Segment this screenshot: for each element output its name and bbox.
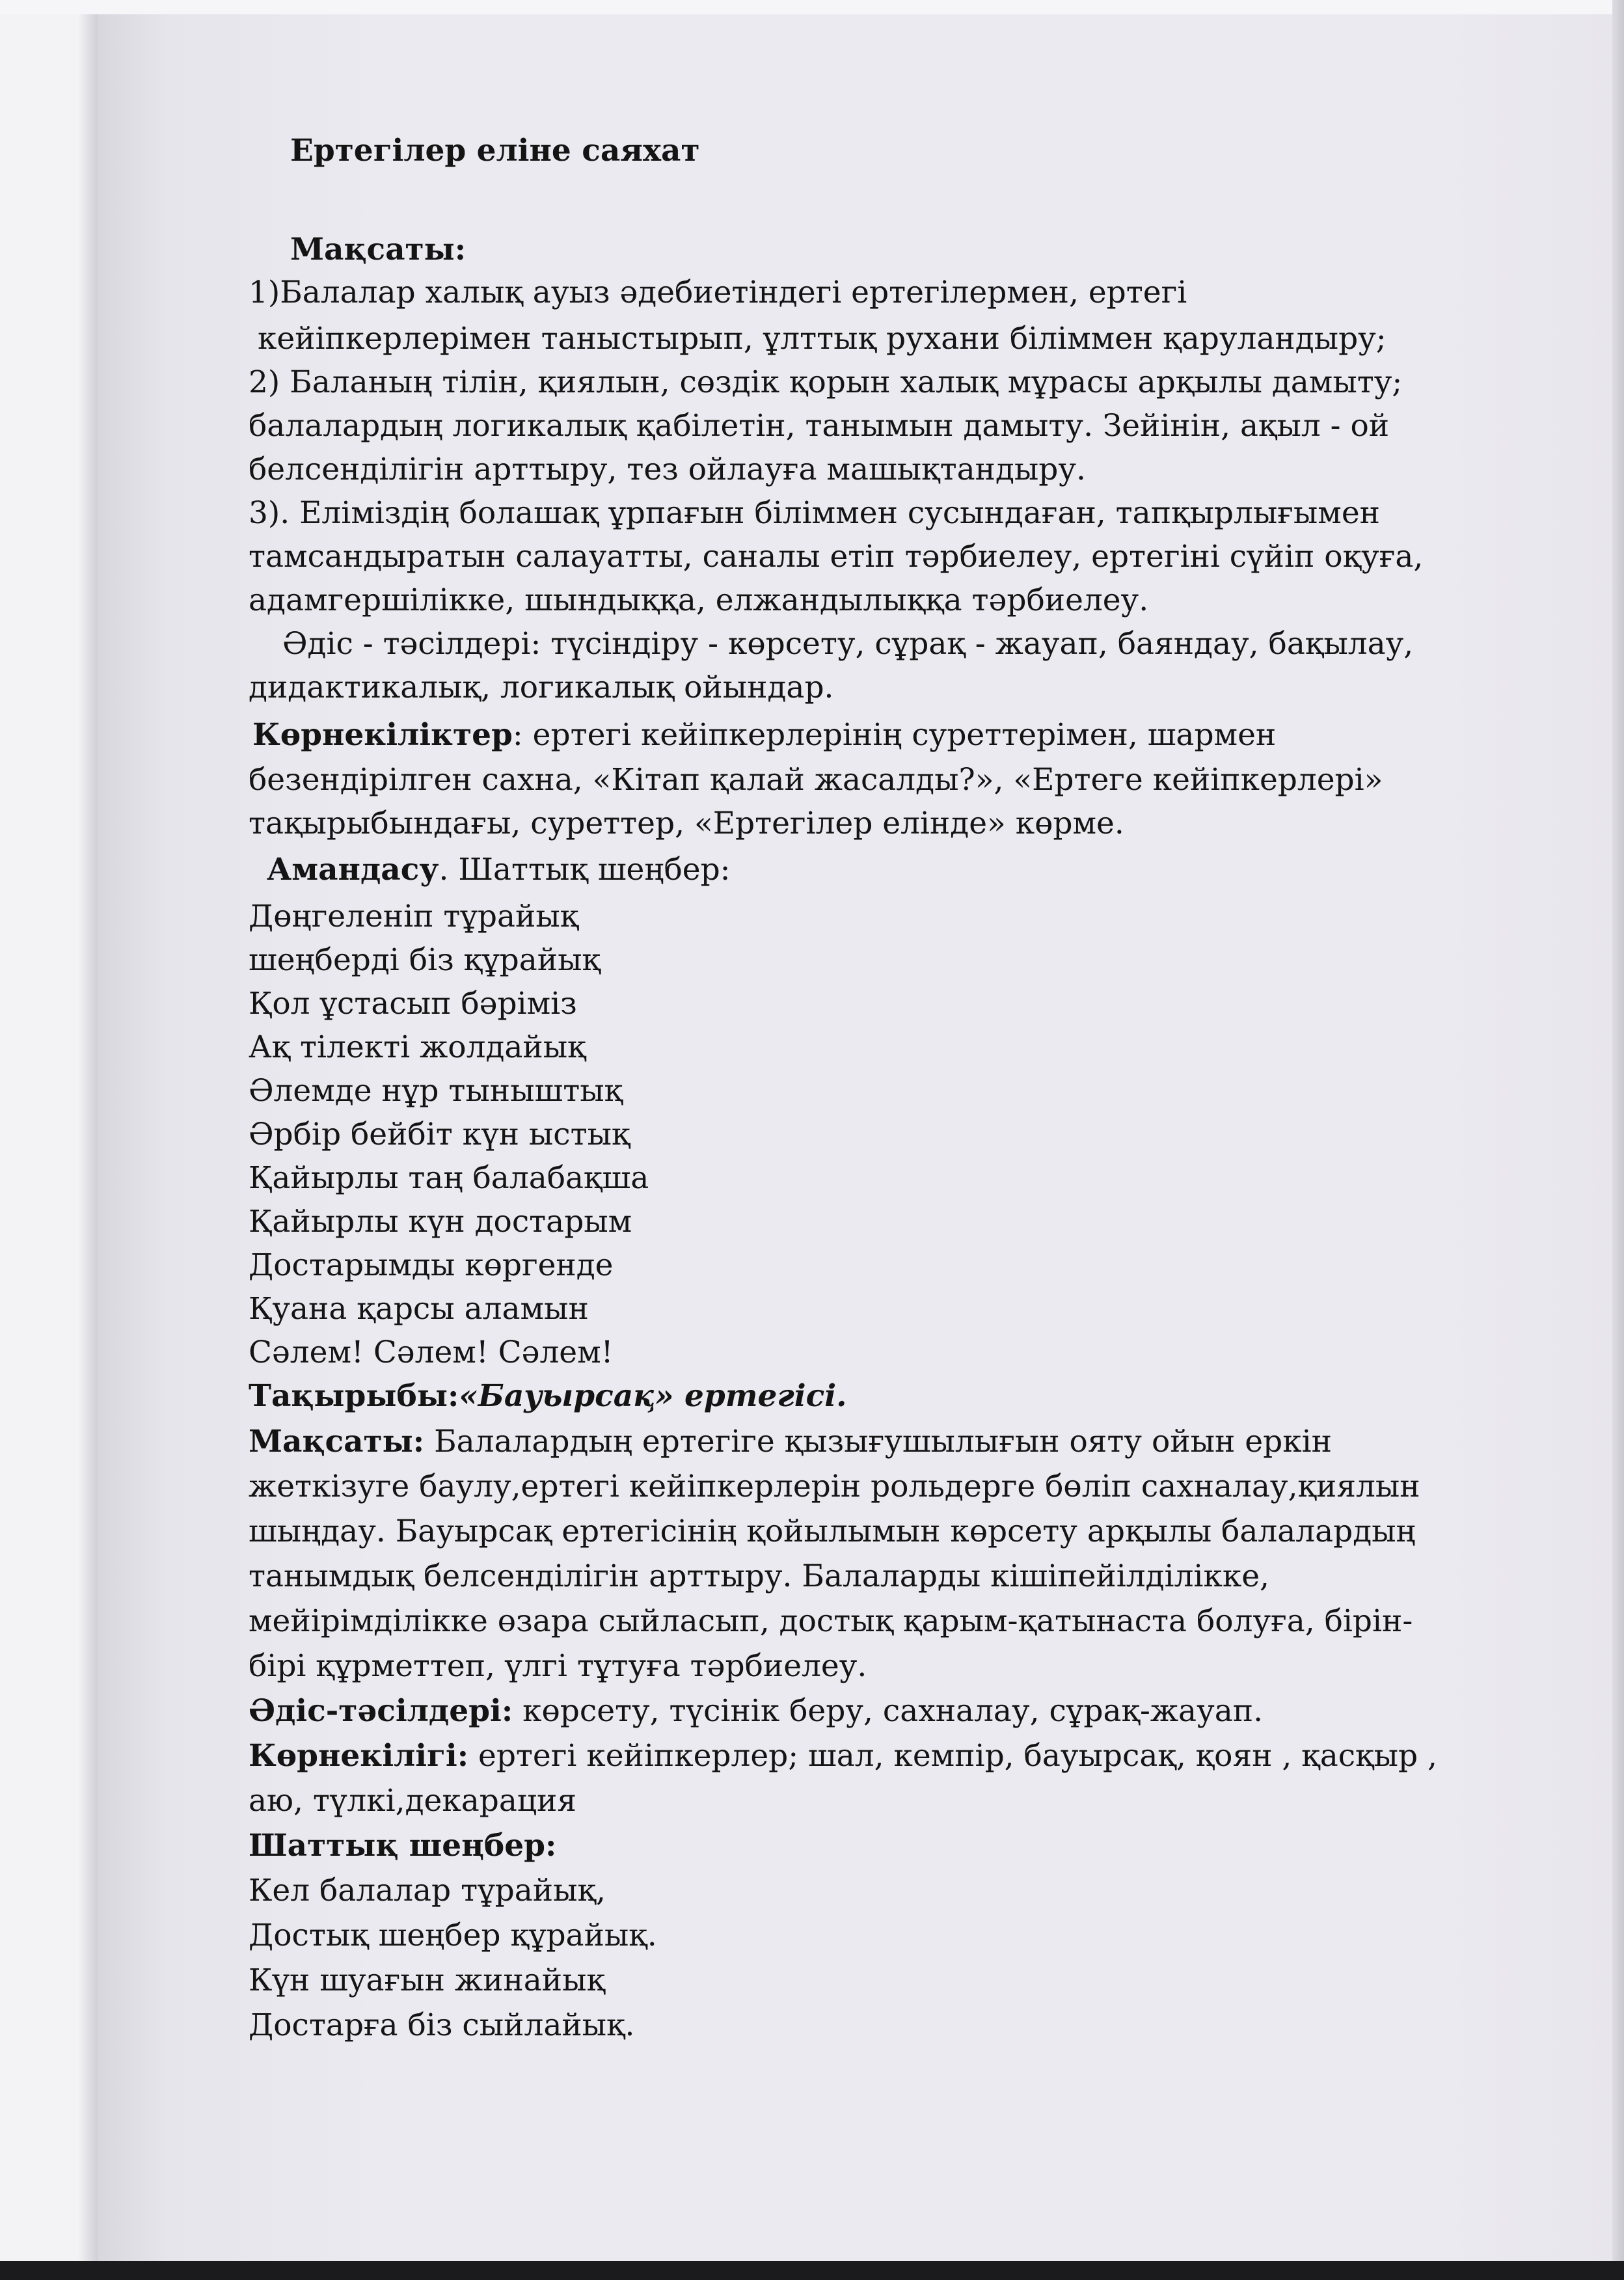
topic-methods-line: Әдіс-тәсілдері: көрсету, түсінік беру, сахналау, сұрақ-жауап. bbox=[249, 1693, 1264, 1729]
topic-visual-aids-line-1: Көрнекілігі: ертегі кейіпкерлер; шал, кемпір, бауырсақ, қоян , қасқыр , bbox=[249, 1738, 1437, 1774]
goal-line-5: белсенділігін арттыру, тез ойлауға машықтандыру. bbox=[249, 452, 1086, 487]
poem-line-7: Қайырлы таң балабақша bbox=[249, 1160, 649, 1196]
topic-goals-line-3: шыңдау. Бауырсақ ертегісінің қойылымын көрсету арқылы балалардың bbox=[249, 1513, 1416, 1549]
page-top-margin bbox=[0, 0, 1624, 14]
visual-aids-line-2: безендірілген сахна, «Кітап қалай жасалды?», «Ертеге кейіпкерлері» bbox=[249, 762, 1383, 798]
topic-goals-line-6: бірі құрметтеп, үлгі тұтуға тәрбиелеу. bbox=[249, 1648, 867, 1684]
circle-poem-line-1: Кел балалар тұрайық, bbox=[249, 1873, 606, 1908]
topic-visual-aids-line-2: аю, түлкі,декарация bbox=[249, 1783, 577, 1819]
page-left-margin bbox=[0, 0, 98, 2280]
scanner-bottom-edge bbox=[0, 2261, 1624, 2280]
page-right-margin bbox=[1612, 0, 1624, 2280]
goal-line-3: 2) Баланың тілін, қиялын, сөздік қорын халық мұрасы арқылы дамыту; bbox=[249, 364, 1403, 400]
poem-line-1: Дөңгеленіп тұрайық bbox=[249, 899, 579, 934]
goals-heading: Мақсаты: bbox=[290, 232, 467, 267]
poem-line-6: Әрбір бейбіт күн ыстық bbox=[249, 1117, 630, 1152]
poem-line-11: Сәлем! Сәлем! Сәлем! bbox=[249, 1335, 614, 1370]
greeting-heading: Амандасу. Шаттық шеңбер: bbox=[267, 852, 731, 888]
visual-aids-line-3: тақырыбындағы, суреттер, «Ертегілер елінде» көрме. bbox=[249, 806, 1124, 841]
poem-line-5: Әлемде нұр тыныштық bbox=[249, 1073, 623, 1109]
topic-goals-line-5: мейірімділікке өзара сыйласып, достық қарым-қатынаста болуға, бірін- bbox=[249, 1603, 1413, 1639]
circle-heading: Шаттық шеңбер: bbox=[249, 1828, 557, 1864]
goal-line-2: кейіпкерлерімен таныстырып, ұлттық рухани біліммен қаруландыру; bbox=[258, 321, 1387, 357]
goal-line-7: тамсандыратын салауатты, саналы етіп тәрбиелеу, ертегіні сүйіп оқуға, bbox=[249, 539, 1424, 575]
methods-line-1: Әдіс - тәсілдері: түсіндіру - көрсету, сұрақ - жауап, баяндау, бақылау, bbox=[282, 626, 1414, 662]
poem-line-8: Қайырлы күн достарым bbox=[249, 1204, 632, 1240]
goal-line-4: балалардың логикалық қабілетін, танымын дамыту. Зейінін, ақыл - ой bbox=[249, 408, 1390, 444]
circle-poem-line-3: Күн шуағын жинайық bbox=[249, 1962, 605, 1998]
circle-poem-line-2: Достық шеңбер құрайық. bbox=[249, 1918, 657, 1953]
poem-line-2: шеңберді біз құрайық bbox=[249, 942, 601, 978]
visual-aids-line-1: Көрнекіліктер: ертегі кейіпкерлерінің суреттерімен, шармен bbox=[252, 717, 1277, 753]
topic-heading: Тақырыбы:«Бауырсақ» ертегісі. bbox=[249, 1378, 847, 1414]
circle-poem-line-4: Достарға біз сыйлайық. bbox=[249, 2007, 635, 2043]
goal-line-1: 1)Балалар халық ауыз әдебиетіндегі ертегілермен, ертегі bbox=[249, 275, 1187, 310]
goal-line-8: адамгершілікке, шындыққа, елжандылыққа тәрбиелеу. bbox=[249, 582, 1149, 618]
poem-line-4: Ақ тілекті жолдайық bbox=[249, 1029, 586, 1065]
poem-line-3: Қол ұстасып бәріміз bbox=[249, 986, 577, 1022]
topic-goals-line-2: жеткізуге баулу,ертегі кейіпкерлерін рольдерге бөліп сахналау,қиялын bbox=[249, 1469, 1420, 1504]
poem-line-9: Достарымды көргенде bbox=[249, 1247, 614, 1283]
document-title: Ертегілер еліне саяхат bbox=[290, 133, 700, 169]
topic-goals-line-4: танымдық белсенділігін арттыру. Балаларды кішіпейілділікке, bbox=[249, 1558, 1269, 1594]
methods-line-2: дидактикалық, логикалық ойындар. bbox=[249, 670, 834, 705]
topic-goals-line-1: Мақсаты: Балалардың ертегіге қызығушылығын ояту ойын еркін bbox=[249, 1424, 1332, 1459]
goal-line-6: 3). Еліміздің болашақ ұрпағын біліммен сусындаған, тапқырлығымен bbox=[249, 495, 1380, 531]
poem-line-10: Қуана қарсы аламын bbox=[249, 1291, 589, 1327]
